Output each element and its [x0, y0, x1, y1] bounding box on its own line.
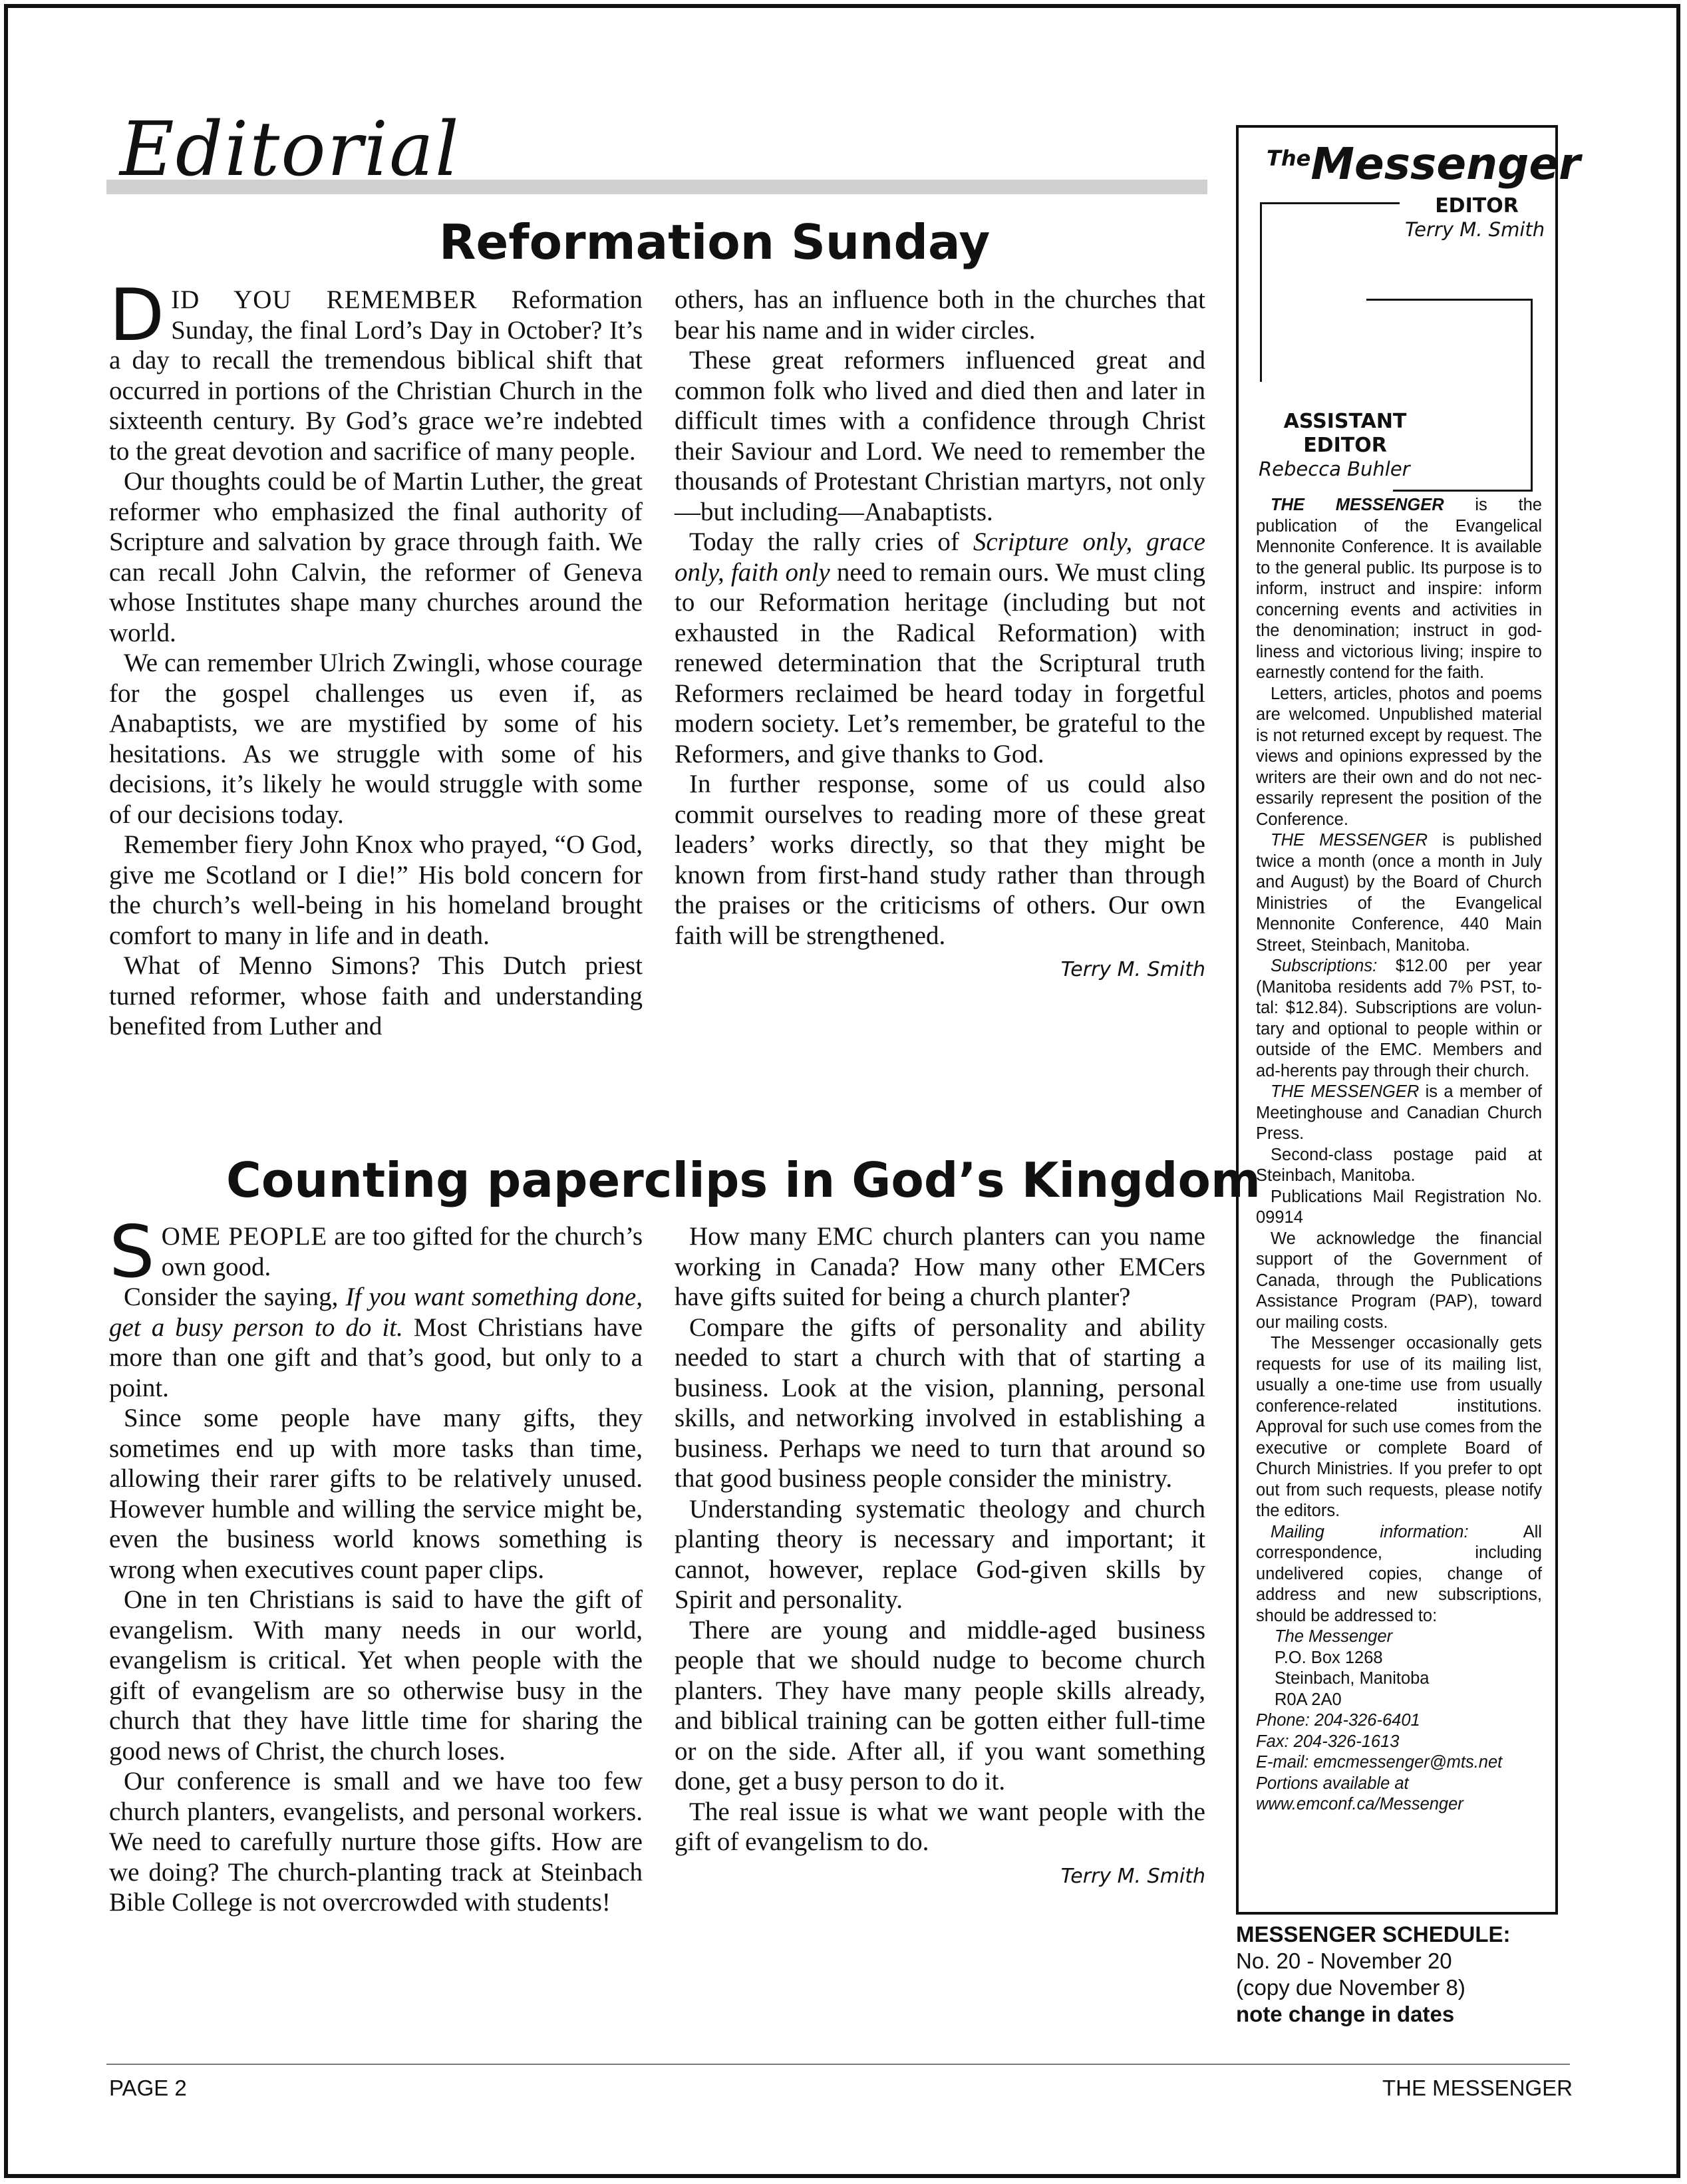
paragraph: These great reformers influenced great and common folk who lived and died then and later in difficult times with a confidence through Christ their Saviour and Lord. We need to remember the thousands of Protestant Christian martyrs, not only—but including—Anabaptists.	[675, 346, 1205, 526]
editor-name: Terry M. Smith	[1405, 218, 1545, 241]
article-1-byline: Terry M. Smith	[1060, 958, 1205, 981]
frame-line	[1531, 299, 1533, 492]
saying-emphasis: If you want something done, get a busy person to do it.	[109, 1283, 643, 1342]
messenger-schedule	[1236, 1921, 1558, 2028]
article-1-dropcap: D	[109, 274, 165, 357]
article-1-title: Reformation Sunday	[439, 214, 991, 270]
sidebar-mailing-info	[1256, 1522, 1542, 1627]
mailing-address	[1256, 1627, 1542, 1710]
sidebar-text: is published twice a month (once a month in July and August) by the Board of Church Ministries of the Evangelical Mennonite Conference, 440 Main Street, Steinbach, Manitoba.	[1256, 831, 1542, 955]
schedule-issue: No. 20 - November 20	[1236, 1949, 1452, 1973]
article-1-lead-text: Reformation Sunday, the final Lord’s Day in October? It’s a day to recall the tremendous biblical shift that occurred in portions of the Christian Church in the sixteenth century. By God’s grace we’re indebted to the great devotion and sacrifice of many people.	[109, 285, 643, 466]
sidebar-text: is a member of Meetinghouse and Canadian Church Press.	[1256, 1082, 1542, 1143]
schedule-title: MESSENGER SCHEDULE:	[1236, 1922, 1511, 1947]
article-2-column-2	[675, 1221, 1205, 1891]
article-1-column-1	[109, 274, 643, 1042]
publication-name: THE MESSENGER	[1271, 831, 1428, 850]
frame-line	[1393, 490, 1533, 492]
paragraph: others, has an influence both in the churches that bear his name and in wider circles.	[675, 285, 1205, 345]
article-2-lead-caps: OME PEOPLE	[161, 1222, 328, 1251]
article-1-lead	[109, 274, 643, 466]
address-line: The Messenger	[1275, 1627, 1393, 1646]
editor-role: EDITOR	[1435, 194, 1519, 218]
frame-line	[1260, 202, 1262, 382]
paragraph: Our thoughts could be of Martin Luther, the great reformer who emphasized the final authority of Scripture and salvation by grace through faith. We can recall John Calvin, the reformer of Geneva whose Institutes shape many churches around the world.	[109, 467, 643, 647]
paragraph: What of Menno Simons? This Dutch priest turned reformer, whose faith and understanding benefited from Luther and	[109, 951, 643, 1040]
article-2-column-1	[109, 1211, 643, 1918]
subscriptions-label: Subscriptions:	[1271, 957, 1378, 975]
footer-rule	[106, 2064, 1570, 2065]
paragraph: In further response, some of us could also commit ourselves to reading more of these great leaders’ works directly, so that they might be known from first-hand study rather than through the praises or the criticisms of others. Our own faith will be strengthened.	[675, 770, 1205, 950]
publication-name: THE MESSENGER	[1271, 496, 1444, 514]
page-number: PAGE 2	[109, 2076, 187, 2100]
fax: Fax: 204-326-1613	[1256, 1732, 1400, 1751]
article-1-column-2	[675, 285, 1205, 985]
sidebar-text: is the publication of the Evangelical Mennonite Conference. It is available to the general public. Its purpose is to inform, instruct and inspire: inform concerning events and activities in the denomination; instruct in god-liness and victorious living; inspire to earnestly contend for the faith.	[1256, 496, 1542, 682]
paragraph: There are young and middle-aged business people that we should nudge to become church planters. They have many people skills already, and biblical training can be gotten either full-time or on the side. After all, if you want something done, get a busy person to do it.	[675, 1615, 1205, 1795]
sidebar-acknowledgement: We acknowledge the financial support of the Government of Canada, through the Publications Assistance Program (PAP), toward our mailing costs.	[1256, 1229, 1542, 1332]
paragraph: How many EMC church planters can you name working in Canada? How many other EMCers have gifts suited for being a church planter?	[675, 1222, 1205, 1311]
article-2-lead-text: are too gifted for the church’s own good.	[161, 1222, 643, 1281]
frame-line	[1260, 202, 1400, 204]
mailing-label: Mailing information:	[1271, 1522, 1469, 1541]
publication-name: THE MESSENGER	[1271, 1082, 1420, 1101]
article-2-dropcap: S	[109, 1211, 155, 1294]
sidebar-title-text: Messenger	[1310, 138, 1581, 190]
section-title: Editorial	[120, 106, 460, 193]
schedule-note: note change in dates	[1236, 2002, 1455, 2026]
article-1-lead-caps: ID YOU REMEMBER	[171, 285, 478, 314]
paragraph: Since some people have many gifts, they sometimes end up with more tasks than time, allowing their rarer gifts to be relatively unused. However humble and willing the service might be, even the business world knows something is wrong when executives count paper clips.	[109, 1404, 643, 1584]
sidebar-text: All correspondence, including undelivered copies, change of address and new subscriptions, should be addressed to:	[1256, 1522, 1542, 1625]
sidebar-subscriptions	[1256, 956, 1542, 1082]
paragraph: One in ten Christians is said to have the gift of evangelism. With many needs in our world, evangelism is critical. Yet when people with the gift of evangelism are so otherwise busy in the church that they have little time for sharing the good news of Christ, the church loses.	[109, 1585, 643, 1766]
article-2-byline: Terry M. Smith	[1060, 1864, 1205, 1888]
address-line: Steinbach, Manitoba	[1275, 1669, 1430, 1688]
rally-emphasis: Scripture only, grace only, faith only	[675, 528, 1205, 587]
article-2-title: Counting paperclips in God’s Kingdom	[226, 1152, 1261, 1208]
assistant-editor-name: Rebecca Buhler	[1259, 458, 1410, 480]
sidebar-registration: Publications Mail Registration No. 09914	[1256, 1187, 1542, 1227]
sidebar-body	[1256, 495, 1542, 1815]
sidebar-published	[1256, 830, 1542, 956]
portions-note: Portions available at	[1256, 1774, 1409, 1793]
paragraph: The real issue is what we want people with the gift of evangelism to do.	[675, 1797, 1205, 1856]
address-line: R0A 2A0	[1275, 1690, 1342, 1709]
paragraph	[109, 1282, 643, 1403]
rally-text: need to remain ours. We must cling to our Reformation heritage (including but not exhausted in the Radical Reformation) with renewed determination that the Scriptural truth Reformers reclaimed be heard today in forgetful modern society. Let’s remember, be grateful to the Reformers, and give thanks to God.	[675, 557, 1205, 768]
sidebar-letters: Letters, articles, photos and poems are welcomed. Unpublished material is not returned except by request. The views and opinions expressed by the writers are their own and do not nec-essarily represent the position of the Conference.	[1256, 684, 1542, 829]
sidebar-mailing-list: The Messenger occasionally gets requests for use of its mailing list, usually a one-time use from usually conference-related institutions. Approval for such use comes from the executive or complete Board of Church Ministries. If you prefer to opt out from such requests, please notify the editors.	[1256, 1334, 1542, 1520]
publication-footer: THE MESSENGER	[1382, 2076, 1573, 2100]
rally-text: Today the rally cries of	[689, 528, 973, 556]
saying-text: Consider the saying,	[124, 1283, 346, 1311]
website-link[interactable]: www.emconf.ca/Messenger	[1256, 1795, 1463, 1813]
article-2-lead	[109, 1211, 643, 1294]
email-link[interactable]: E-mail: emcmessenger@mts.net	[1256, 1753, 1503, 1772]
paragraph: We can remember Ulrich Zwingli, whose courage for the gospel challenges us even if, as Anabaptists, we are mystified by some of his hesitations. As we struggle with some of his decisions, it’s likely he would struggle with some of our decisions today.	[109, 649, 643, 829]
sidebar-title-article: The	[1267, 146, 1311, 171]
sidebar-intro	[1256, 495, 1542, 684]
masthead-sidebar	[1236, 125, 1581, 1915]
contact-info	[1256, 1710, 1542, 1815]
sidebar-title	[1267, 138, 1581, 190]
sidebar-membership	[1256, 1082, 1542, 1145]
frame-line	[1366, 299, 1533, 301]
paragraph	[675, 527, 1205, 769]
schedule-copy-due: (copy due November 8)	[1236, 1975, 1465, 2000]
sidebar-text: $12.00 per year (Manitoba residents add 7% PST, to-tal: $12.84). Subscriptions are volun-tary and optional to people within or outside of the EMC. Members and ad-herents pay through their church.	[1256, 957, 1542, 1080]
assistant-editor-role: ASSISTANT EDITOR	[1283, 410, 1407, 457]
sidebar-postage: Second-class postage paid at Steinbach, Manitoba.	[1256, 1145, 1542, 1185]
phone: Phone: 204-326-6401	[1256, 1711, 1420, 1730]
paragraph: Understanding systematic theology and church planting theory is necessary and important; it cannot, however, replace God-given skills by Spirit and personality.	[675, 1494, 1205, 1614]
address-line: P.O. Box 1268	[1275, 1648, 1383, 1667]
paragraph: Compare the gifts of personality and ability needed to start a church with that of starting a business. Look at the vision, planning, personal skills, and networking involved in establishing a business. Perhaps we need to turn that around so that good business people consider the ministry.	[675, 1313, 1205, 1493]
paragraph: Remember fiery John Knox who prayed, “O God, give me Scotland or I die!” His bold concern for the church’s well-being in his homeland brought comfort to many in life and in death.	[109, 830, 643, 950]
paragraph: Our conference is small and we have too few church planters, evangelists, and personal workers. We need to carefully nurture those gifts. How are we doing? The church-planting track at Steinbach Bible College is not overcrowded with students!	[109, 1767, 643, 1917]
saying-text: Most Christians have more than one gift and that’s good, but only to a point.	[109, 1313, 643, 1402]
